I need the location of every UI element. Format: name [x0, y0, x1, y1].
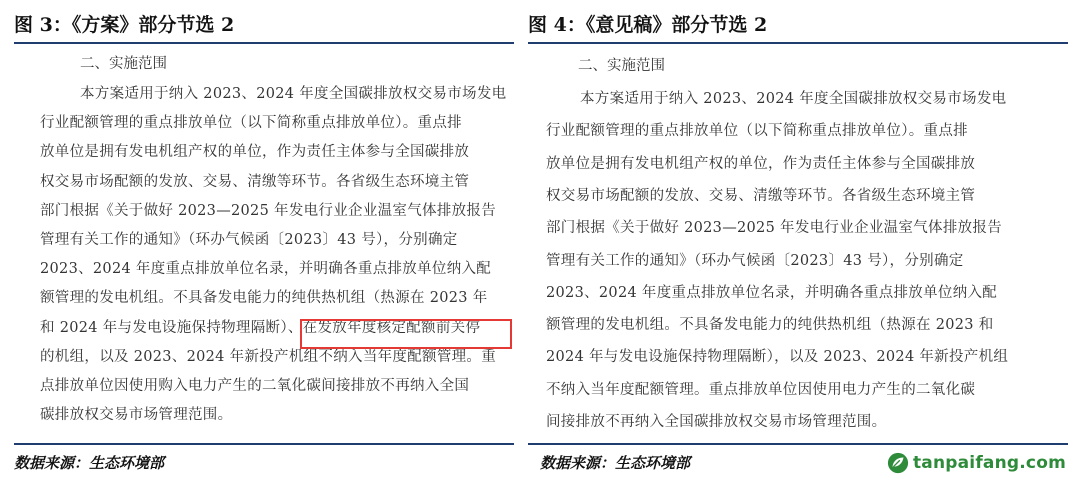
leaf-icon [887, 452, 909, 474]
right-data-source: 数据来源：生态环境部 [540, 454, 691, 472]
body-line: 管理有关工作的通知》（环办气候函〔2023〕43 号），分别确定 [40, 232, 458, 248]
body-line: 本方案适用于纳入 2023、2024 年度全国碳排放权交易市场发电 [580, 91, 1007, 107]
body-line: 管理有关工作的通知》（环办气候函〔2023〕43 号），分别确定 [546, 252, 964, 269]
body-line: 和 2024 年与发电设施保持物理隔断）、在发放年度核定配额前关停 [40, 319, 481, 336]
highlight-box [300, 319, 512, 349]
right-bottom-rule [528, 443, 1068, 445]
right-top-rule [528, 42, 1068, 44]
left-bottom-rule [14, 443, 514, 445]
left-data-source: 数据来源：生态环境部 [14, 454, 165, 472]
left-document-excerpt [40, 50, 510, 440]
body-line: 本方案适用于纳入 2023、2024 年度全国碳排放权交易市场发电 [80, 86, 507, 102]
body-line: 的机组，以及 2023、2024 年新投产机组不纳入当年度配额管理。重 [40, 348, 497, 365]
body-line: 点排放单位因使用购入电力产生的二氧化碳间接排放不再纳入全国 [40, 378, 470, 394]
body-line: 行业配额管理的重点排放单位（以下简称重点排放单位）。重点排 [40, 115, 462, 132]
body-line: 权交易市场配额的发放、交易、清缴等环节。各省级生态环境主管 [40, 173, 470, 190]
body-line: 2024 年与发电设施保持物理隔断），以及 2023、2024 年新投产机组 [546, 349, 1009, 366]
right-panel-title: 图 4：《意见稿》部分节选 2 [528, 14, 768, 36]
body-line: 部门根据《关于做好 2023—2025 年发电行业企业温室气体排放报告 [546, 220, 1003, 237]
left-section-heading: 二、实施范围 [80, 56, 167, 72]
tanpaifang-logo [887, 452, 1066, 474]
right-document-excerpt [546, 50, 1046, 440]
body-line: 2023、2024 年度重点排放单位名录，并明确各重点排放单位纳入配 [40, 261, 492, 278]
right-section-heading: 二、实施范围 [578, 58, 665, 74]
left-top-rule [14, 42, 514, 44]
body-line: 2023、2024 年度重点排放单位名录，并明确各重点排放单位纳入配 [546, 284, 998, 301]
left-panel-title: 图 3：《方案》部分节选 2 [14, 14, 235, 36]
body-line: 碳排放权交易市场管理范围。 [40, 407, 233, 424]
body-line: 间接排放不再纳入全国碳排放权交易市场管理范围。 [546, 414, 887, 430]
body-line: 额管理的发电机组。不具备发电能力的纯供热机组（热源在 2023 和 [546, 317, 994, 334]
body-line: 权交易市场配额的发放、交易、清缴等环节。各省级生态环境主管 [546, 187, 976, 204]
body-line: 放单位是拥有发电机组产权的单位，作为责任主体参与全国碳排放 [546, 155, 976, 172]
body-line: 行业配额管理的重点排放单位（以下简称重点排放单位）。重点排 [546, 123, 968, 140]
body-line: 不纳入当年度配额管理。重点排放单位因使用电力产生的二氧化碳 [546, 381, 976, 398]
body-line: 额管理的发电机组。不具备发电能力的纯供热机组（热源在 2023 年 [40, 290, 488, 307]
body-line: 放单位是拥有发电机组产权的单位，作为责任主体参与全国碳排放 [40, 144, 470, 161]
logo-text: tanpaifang.com [912, 453, 1066, 473]
body-line: 部门根据《关于做好 2023—2025 年发电行业企业温室气体排放报告 [40, 202, 497, 219]
